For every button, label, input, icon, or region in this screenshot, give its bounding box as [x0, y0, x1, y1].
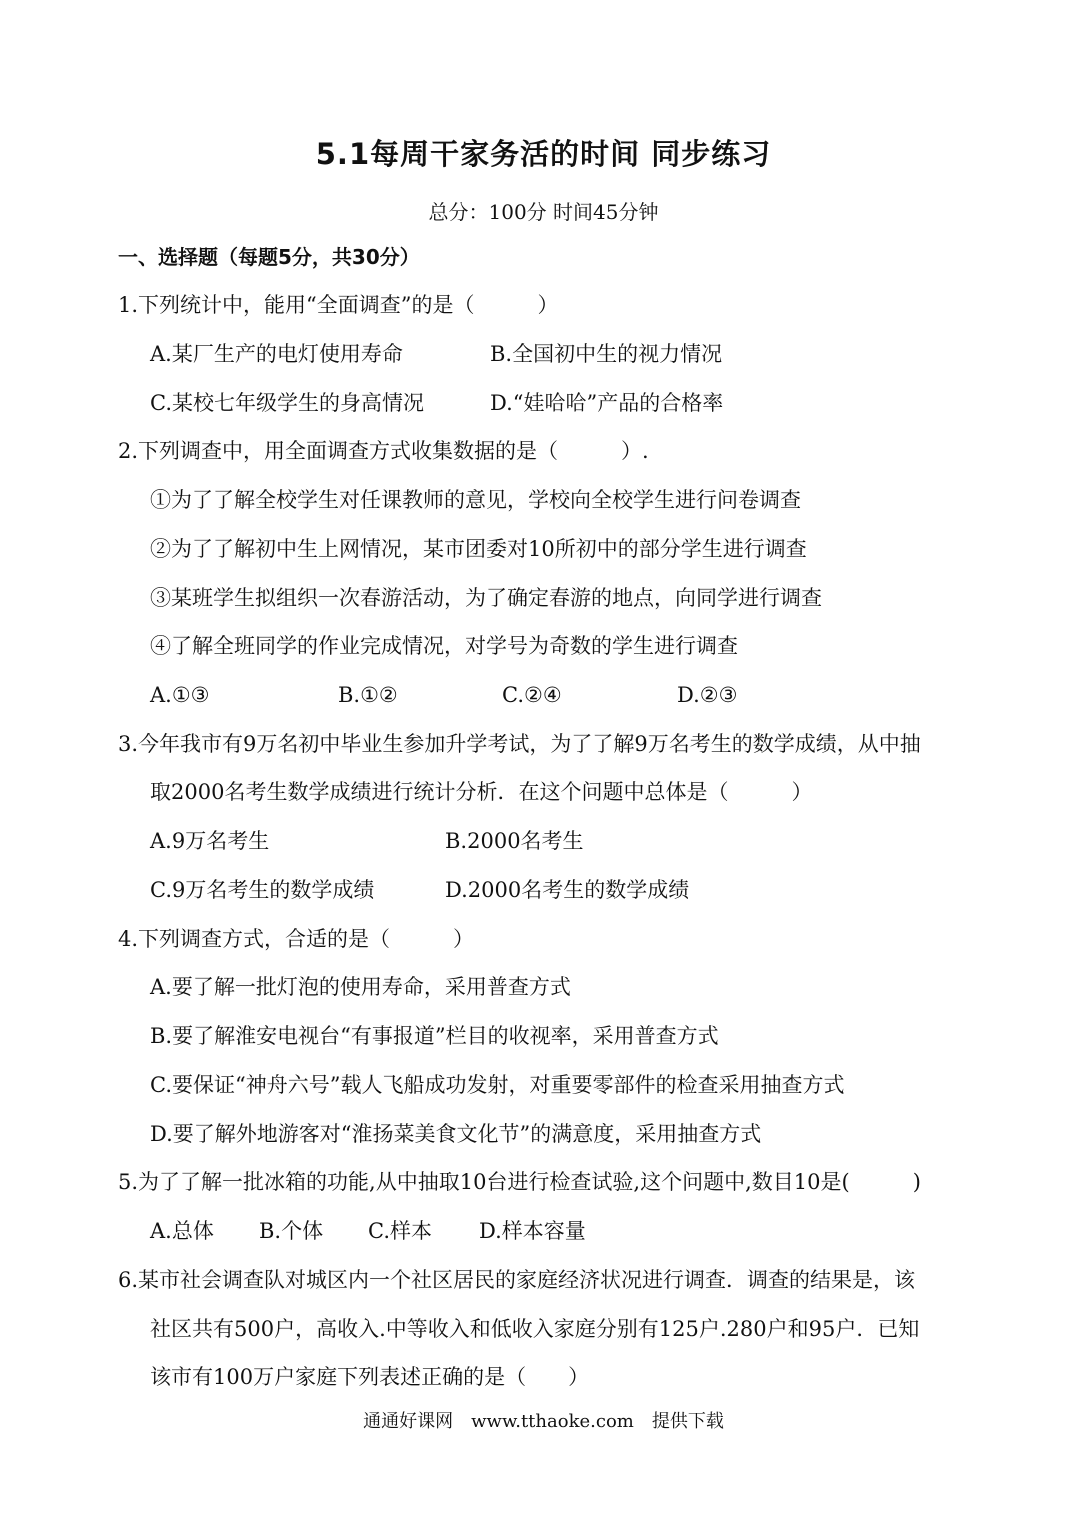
question-6-stem-line-3: 该市有100万户家庭下列表述正确的是（ ） — [150, 1365, 590, 1389]
question-2-stem: 2.下列调查中，用全面调查方式收集数据的是（ ）. — [118, 439, 649, 463]
question-6-stem-line-2: 社区共有500户，高收入.中等收入和低收入家庭分别有125户.280户和95户．已知 — [150, 1317, 920, 1341]
question-5-option-a: A.总体 — [150, 1219, 214, 1243]
question-1-option-a: A.某厂生产的电灯使用寿命 — [150, 342, 403, 366]
page-title: 5.1每周干家务活的时间 同步练习 — [315, 137, 772, 171]
section-heading: 一、选择题（每题5分，共30分） — [118, 245, 420, 269]
question-3-stem-line-1: 3.今年我市有9万名初中毕业生参加升学考试，为了了解9万名考生的数学成绩，从中抽 — [118, 732, 921, 756]
question-4-option-d: D.要了解外地游客对“淮扬菜美食文化节”的满意度，采用抽查方式 — [150, 1122, 762, 1146]
question-2-option-d: D.②③ — [677, 683, 738, 707]
question-3-stem-line-2: 取2000名考生数学成绩进行统计分析．在这个问题中总体是（ ） — [150, 780, 813, 804]
question-1-option-d: D.“娃哈哈”产品的合格率 — [490, 391, 724, 415]
question-5-option-d: D.样本容量 — [479, 1219, 586, 1243]
question-5-option-b: B.个体 — [259, 1219, 324, 1243]
question-3-option-d: D.2000名考生的数学成绩 — [445, 878, 690, 902]
question-6-stem-line-1: 6.某市社会调查队对城区内一个社区居民的家庭经济状况进行调查．调查的结果是，该 — [118, 1268, 916, 1292]
question-2-statement-3: ③某班学生拟组织一次春游活动，为了确定春游的地点，向同学进行调查 — [150, 586, 822, 610]
question-2-option-b: B.①② — [338, 683, 398, 707]
question-4-stem: 4.下列调查方式，合适的是（ ） — [118, 927, 475, 951]
question-1-option-c: C.某校七年级学生的身高情况 — [150, 391, 424, 415]
question-4-option-c: C.要保证“神舟六号”载人飞船成功发射，对重要零部件的检查采用抽查方式 — [150, 1073, 845, 1097]
question-2-statement-4: ④了解全班同学的作业完成情况，对学号为奇数的学生进行调查 — [150, 634, 738, 658]
question-3-option-a: A.9万名考生 — [150, 829, 270, 853]
question-3-option-b: B.2000名考生 — [445, 829, 584, 853]
question-2-option-c: C.②④ — [502, 683, 562, 707]
question-2-statement-2: ②为了了解初中生上网情况，某市团委对10所初中的部分学生进行调查 — [150, 537, 807, 561]
question-3-option-c: C.9万名考生的数学成绩 — [150, 878, 375, 902]
question-1-stem: 1.下列统计中，能用“全面调查”的是（ ） — [118, 293, 559, 317]
question-4-option-b: B.要了解淮安电视台“有事报道”栏目的收视率，采用普查方式 — [150, 1024, 719, 1048]
question-2-option-a: A.①③ — [150, 683, 210, 707]
score-time-info: 总分：100分 时间45分钟 — [428, 200, 659, 224]
question-1-option-b: B.全国初中生的视力情况 — [490, 342, 723, 366]
question-2-statement-1: ①为了了解全校学生对任课教师的意见，学校向全校学生进行问卷调查 — [150, 488, 801, 512]
footer-download-note: 通通好课网 www.tthaoke.com 提供下载 — [363, 1411, 724, 1432]
question-5-option-c: C.样本 — [368, 1219, 432, 1243]
question-5-stem: 5.为了了解一批冰箱的功能,从中抽取10台进行检查试验,这个问题中,数目10是( ) — [118, 1170, 921, 1194]
question-4-option-a: A.要了解一批灯泡的使用寿命，采用普查方式 — [150, 975, 571, 999]
